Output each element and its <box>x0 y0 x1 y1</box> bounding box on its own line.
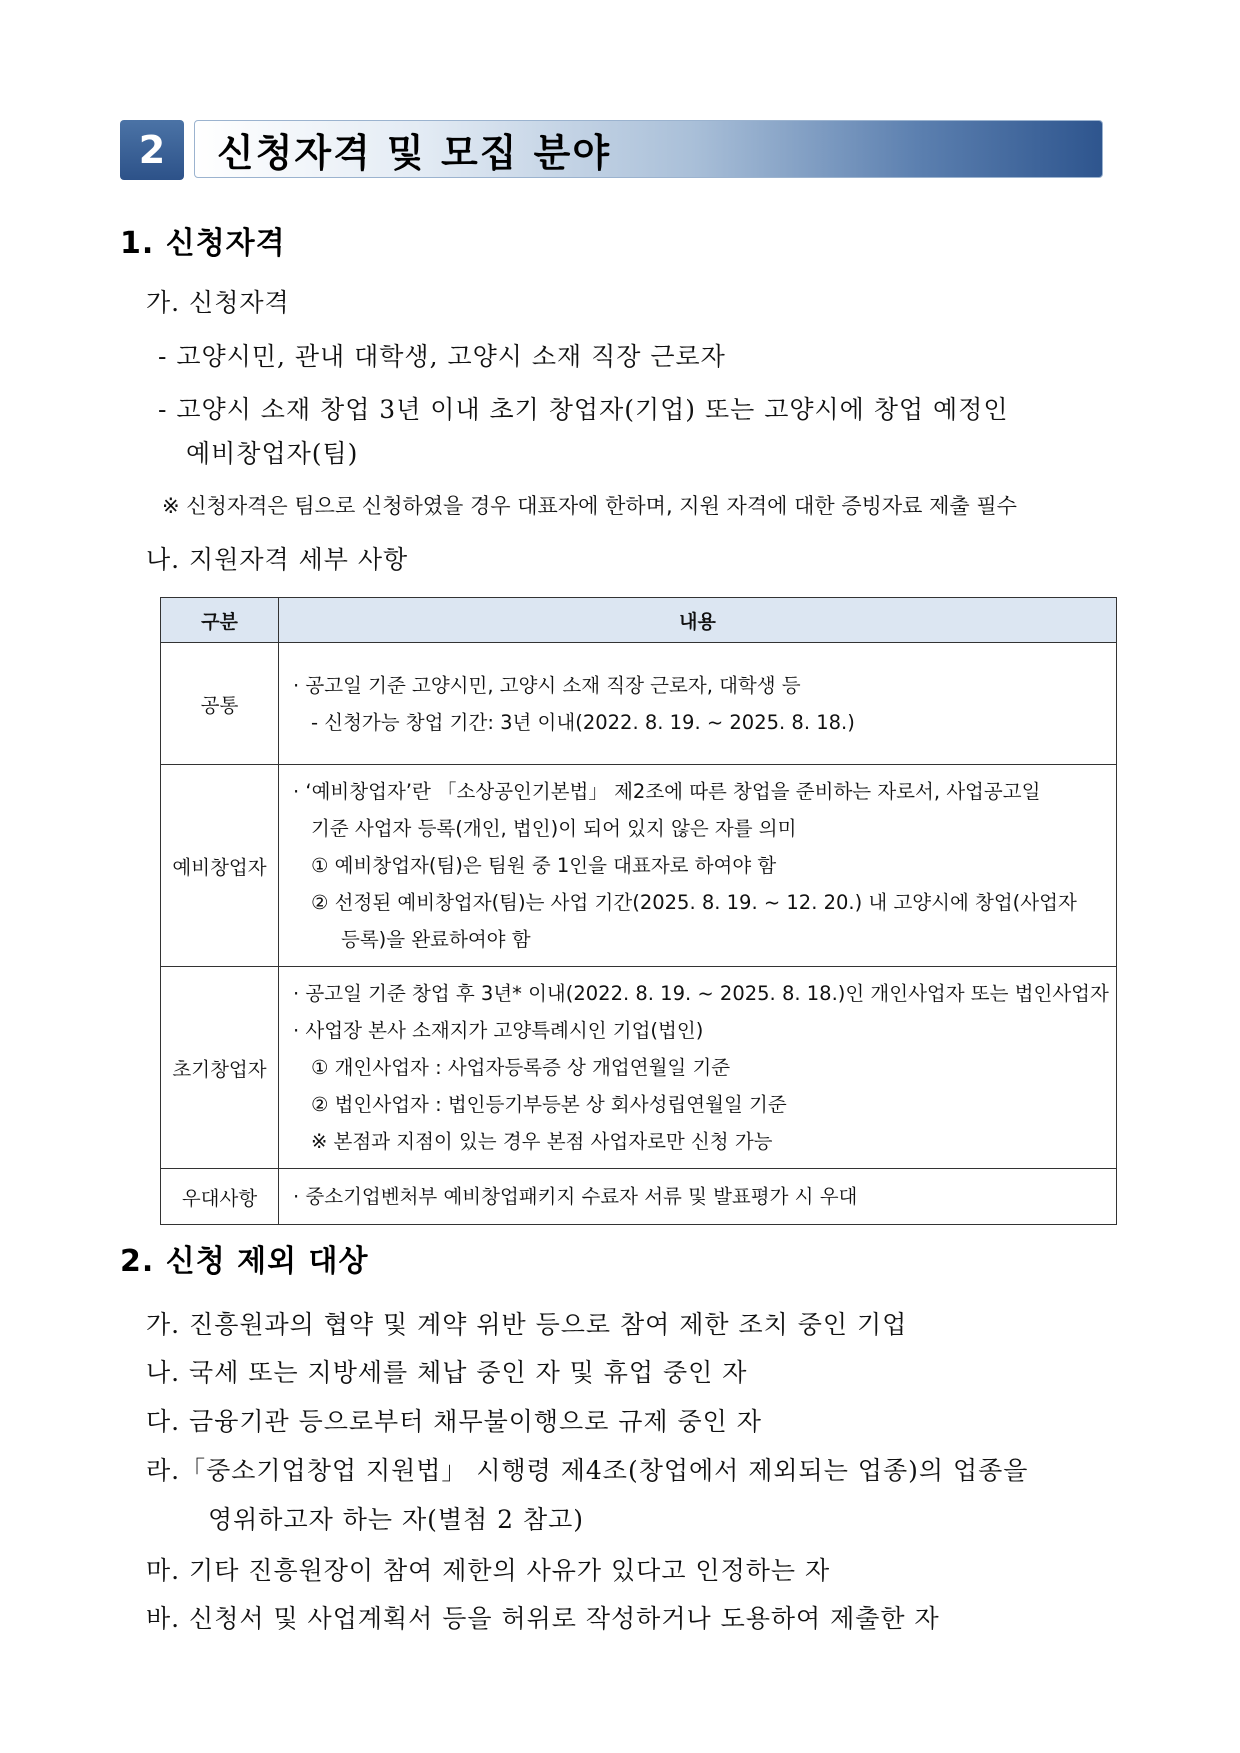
table-header-category: 구분 <box>161 598 279 643</box>
exclusion-item-4: 라.「중소기업창업 지원법」 시행령 제4조(창업에서 제외되는 업종)의 업종을 <box>146 1456 1029 1485</box>
section-title: 신청자격 및 모집 분야 <box>194 120 1103 178</box>
row-content-common <box>279 643 1117 765</box>
table-row <box>161 643 1117 765</box>
content-line: · ‘예비창업자’란 「소상공인기본법」 제2조에 따른 창업을 준비하는 자로서, 사업공고일 <box>293 780 1041 803</box>
exclusion-item-2: 나. 국세 또는 지방세를 체납 중인 자 및 휴업 중인 자 <box>146 1358 748 1387</box>
exclusion-item-6: 바. 신청서 및 사업계획서 등을 허위로 작성하거나 도용하여 제출한 자 <box>146 1604 940 1633</box>
table-row <box>161 967 1117 1169</box>
exclusion-item-1: 가. 진흥원과의 협약 및 계약 위반 등으로 참여 제한 조치 중인 기업 <box>146 1310 908 1339</box>
eligibility-item-2-cont: 예비창업자(팀) <box>186 439 359 468</box>
content-line: 기준 사업자 등록(개인, 법인)이 되어 있지 않은 자를 의미 <box>311 817 797 840</box>
content-line: ① 개인사업자 : 사업자등록증 상 개업연월일 기준 <box>311 1056 731 1079</box>
row-category-early-founder: 초기창업자 <box>161 967 279 1169</box>
subheading-detail: 나. 지원자격 세부 사항 <box>146 545 409 574</box>
row-category-common: 공통 <box>161 643 279 765</box>
content-line: ② 선정된 예비창업자(팀)는 사업 기간(2025. 8. 19. ~ 12. 20.) 내 고양시에 창업(사업자 <box>311 891 1077 914</box>
row-content-pre-founder <box>279 765 1117 967</box>
content-line: ① 예비창업자(팀)은 팀원 중 1인을 대표자로 하여야 함 <box>311 854 777 877</box>
content-line: · 공고일 기준 창업 후 3년* 이내(2022. 8. 19. ~ 2025. 8. 18.)인 개인사업자 또는 법인사업자 <box>293 982 1109 1005</box>
row-content-preference <box>279 1169 1117 1225</box>
section-banner <box>120 120 1105 180</box>
heading-application-eligibility: 1. 신청자격 <box>120 226 286 261</box>
eligibility-detail-table <box>160 597 1117 1225</box>
table-header-row <box>161 598 1117 643</box>
row-content-early-founder <box>279 967 1117 1169</box>
content-line: ② 법인사업자 : 법인등기부등본 상 회사성립연월일 기준 <box>311 1093 787 1116</box>
content-line: 등록)을 완료하여야 함 <box>341 928 531 951</box>
eligibility-item-2: - 고양시 소재 창업 3년 이내 초기 창업자(기업) 또는 고양시에 창업 예정인 <box>158 395 1009 424</box>
section-number-badge: 2 <box>120 120 184 180</box>
table-row <box>161 1169 1117 1225</box>
content-line: · 공고일 기준 고양시민, 고양시 소재 직장 근로자, 대학생 등 <box>293 673 801 697</box>
table-header-content: 내용 <box>279 598 1117 643</box>
subheading-eligibility: 가. 신청자격 <box>146 288 290 317</box>
heading-exclusions: 2. 신청 제외 대상 <box>120 1244 369 1279</box>
exclusion-item-3: 다. 금융기관 등으로부터 채무불이행으로 규제 중인 자 <box>146 1407 762 1436</box>
table-row <box>161 765 1117 967</box>
content-line: ※ 본점과 지점이 있는 경우 본점 사업자로만 신청 가능 <box>311 1130 773 1153</box>
exclusion-item-4-cont: 영위하고자 하는 자(별첨 2 참고) <box>208 1505 585 1534</box>
content-line: - 신청가능 창업 기간: 3년 이내(2022. 8. 19. ~ 2025. 8. 18.) <box>311 710 855 734</box>
content-line: · 사업장 본사 소재지가 고양특례시인 기업(법인) <box>293 1019 704 1042</box>
content-line: · 중소기업벤처부 예비창업패키지 수료자 서류 및 발표평가 시 우대 <box>293 1185 858 1208</box>
eligibility-note: ※ 신청자격은 팀으로 신청하였을 경우 대표자에 한하며, 지원 자격에 대한 증빙자료 제출 필수 <box>162 494 1017 518</box>
eligibility-item-1: - 고양시민, 관내 대학생, 고양시 소재 직장 근로자 <box>158 342 726 371</box>
row-category-preference: 우대사항 <box>161 1169 279 1225</box>
row-category-pre-founder: 예비창업자 <box>161 765 279 967</box>
exclusion-item-5: 마. 기타 진흥원장이 참여 제한의 사유가 있다고 인정하는 자 <box>146 1556 831 1585</box>
